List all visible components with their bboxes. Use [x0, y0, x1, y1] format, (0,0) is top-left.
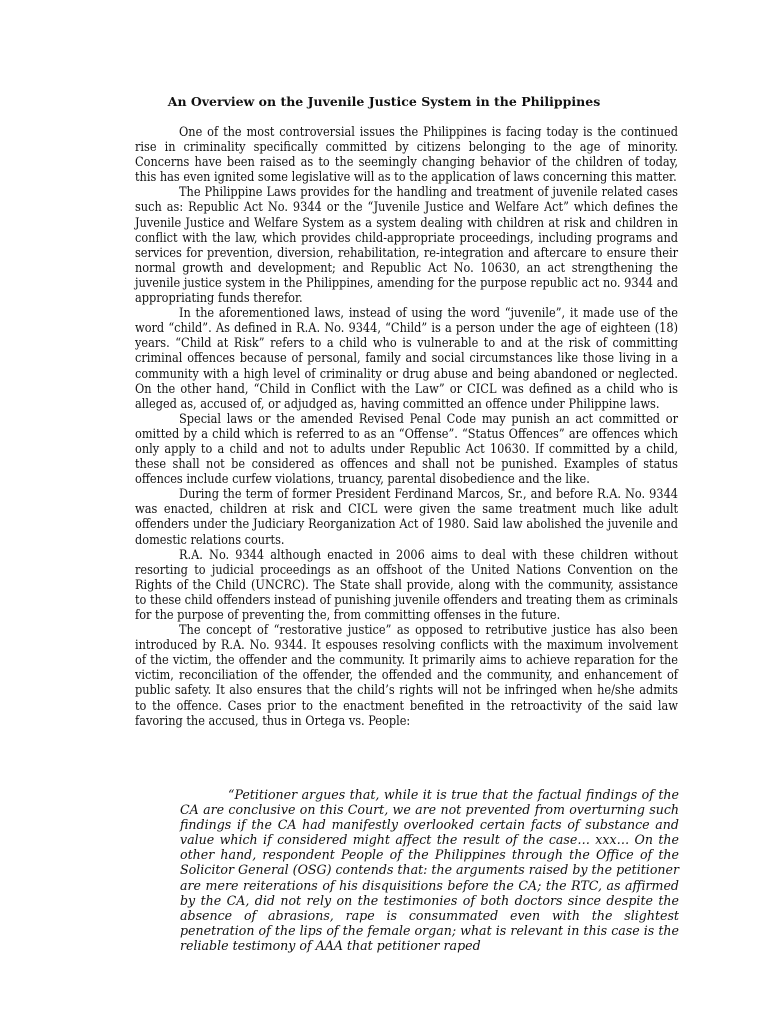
paragraph-3: In the aforementioned laws, instead of using the word “juvenile”, it made use of the word “child”. As defined in R.A. No. 9344, “Child” is a person under the age of eighteen (18) years. “Child at Risk” refers to a child who is vulnerable to and at the risk of committing criminal offences because of personal, family and social circumstances like those living in a community with a high level of criminality or drug abuse and being abandoned or neglected. On the other hand, “Child in Conflict with the Law” or CICL was defined as a child who is alleged as, accused of, or adjudged as, having committed an offence under Philippine laws.: [135, 305, 678, 411]
block-quote: [180, 787, 679, 953]
document-body: [135, 124, 678, 728]
paragraph-6: R.A. No. 9344 although enacted in 2006 aims to deal with these children without resorting to judicial proceedings as an offshoot of the United Nations Convention on the Rights of the Child (UNCRC). The State shall provide, along with the community, assistance to these child offenders instead of punishing juvenile offenders and treating them as criminals for the purpose of preventing the, from committing offenses in the future.: [135, 546, 678, 622]
paragraph-2: The Philippine Laws provides for the handling and treatment of juvenile related cases such as: Republic Act No. 9344 or the “Juvenile Justice and Welfare Act” which defines the Juvenile Justice and Welfare System as a system dealing with children at risk and children in conflict with the law, which provides child-appropriate proceedings, including programs and services for prevention, diversion, rehabilitation, re-integration and aftercare to ensure their normal growth and development; and Republic Act No. 10630, an act strengthening the juvenile justice system in the Philippines, amending for the purpose republic act no. 9344 and appropriating funds therefor.: [135, 184, 678, 306]
paragraph-1: One of the most controversial issues the Philippines is facing today is the continued rise in criminality specifically committed by citizens belonging to the age of minority. Concerns have been raised as to the seemingly changing behavior of the children of today, this has even ignited some legislative will as to the application of laws concerning this matter.: [135, 124, 678, 185]
document-title: An Overview on the Juvenile Justice System in the Philippines: [167, 94, 601, 109]
quote-text: “Petitioner argues that, while it is true that the factual findings of the CA are conclusive on this Court, we are not prevented from overturning such findings if the CA had manifestly overlooked certain facts of substance and value which if considered might affect the result of the case… xxx… On the other hand, respondent People of the Philippines through the Office of the Solicitor General (OSG) contends that: the arguments raised by the petitioner are mere reiterations of his disquisitions before the CA; the RTC, as affirmed by the CA, did not rely on the testimonies of both doctors since despite the absence of abrasions, rape is consummated even with the slightest penetration of the lips of the female organ; what is relevant in this case is the reliable testimony of AAA that petitioner raped: [180, 787, 679, 953]
paragraph-4: Special laws or the amended Revised Penal Code may punish an act committed or omitted by a child which is referred to as an “Offense”. “Status Offences” are offences which only apply to a child and not to adults under Republic Act 10630. If committed by a child, these shall not be considered as offences and shall not be punished. Examples of status offences include curfew violations, truancy, parental disobedience and the like.: [135, 410, 678, 487]
paragraph-5: During the term of former President Ferdinand Marcos, Sr., and before R.A. No. 9344 was enacted, children at risk and CICL were given the same treatment much like adult offenders under the Judiciary Reorganization Act of 1980. Said law abolished the juvenile and domestic relations courts.: [135, 486, 678, 547]
paragraph-7: The concept of “restorative justice” as opposed to retributive justice has also been introduced by R.A. No. 9344. It espouses resolving conflicts with the maximum involvement of the victim, the offender and the community. It primarily aims to achieve reparation for the victim, reconciliation of the offender, the offended and the community, and enhancement of public safety. It also ensures that the child’s rights will not be infringed when he/she admits to the offence. Cases prior to the enactment benefited in the retroactivity of the said law favoring the accused, thus in Ortega vs. People:: [135, 622, 678, 728]
